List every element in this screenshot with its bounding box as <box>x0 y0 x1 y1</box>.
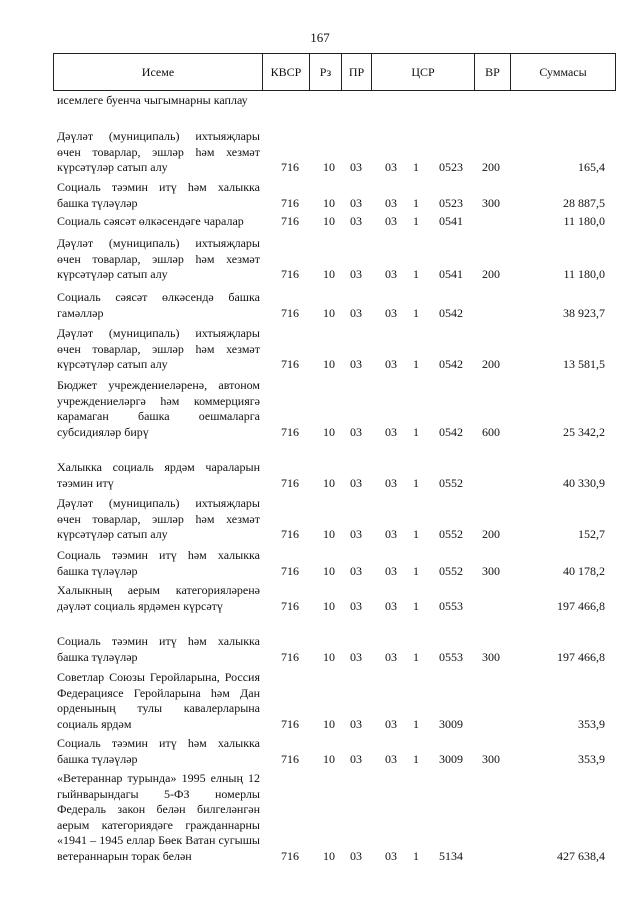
row-pr: 03 <box>350 598 362 613</box>
row-kvsr: 716 <box>281 716 299 731</box>
row-pr: 03 <box>350 563 362 578</box>
row-rz: 10 <box>323 267 335 282</box>
row-name: Социаль тәэмин итү һәм халыкка башка түләүләр <box>57 180 260 210</box>
row-name: Социаль тәэмин итү һәм халыкка башка түләүләр <box>57 634 260 664</box>
row-sum: 40 330,9 <box>563 475 605 490</box>
row-sum: 25 342,2 <box>563 424 605 439</box>
row-sum: 165,4 <box>578 160 605 175</box>
row-kvsr: 716 <box>281 267 299 282</box>
row-csr-part3: 0553 <box>439 598 463 613</box>
row-sum: 197 466,8 <box>557 649 605 664</box>
table-header <box>53 53 616 91</box>
row-name: исемлеге буенча чыгымнарны каплау <box>57 93 248 107</box>
row-csr-part1: 03 <box>385 305 397 320</box>
row-csr-part2: 1 <box>413 751 419 766</box>
row-kvsr: 716 <box>281 649 299 664</box>
row-csr-part3: 0523 <box>439 160 463 175</box>
row-csr-part3: 0541 <box>439 214 463 228</box>
row-csr-part1: 03 <box>385 649 397 664</box>
row-rz: 10 <box>323 563 335 578</box>
row-name: Советлар Союзы Геройларына, Россия Федерациясе Геройларына һәм Дан орденының тулы кавалерларына социаль ярдәм <box>57 670 260 731</box>
header-kvsr: КВСР <box>262 54 309 90</box>
row-csr-part3: 0541 <box>439 267 463 282</box>
row-csr-part2: 1 <box>413 305 419 320</box>
row-name: Бюджет учреждениеләренә, автоном учреждениеләргә һәм коммерциягә карамаган башка оешмаларга субсидияләр бирү <box>57 378 260 439</box>
row-csr-part3: 0523 <box>439 195 463 210</box>
row-name: Социаль сәясәт өлкәсендә башка гамәлләр <box>57 290 260 320</box>
row-csr-part1: 03 <box>385 751 397 766</box>
row-name: Дәүләт (муниципаль) ихтыяҗлары өчен товарлар, эшләр һәм хезмәт күрсәтүләр сатып алу <box>57 129 260 175</box>
row-pr: 03 <box>350 357 362 372</box>
header-sum: Суммасы <box>510 54 616 90</box>
row-vr: 200 <box>482 527 500 542</box>
row-vr: 200 <box>482 357 500 372</box>
row-pr: 03 <box>350 527 362 542</box>
row-rz: 10 <box>323 305 335 320</box>
row-kvsr: 716 <box>281 305 299 320</box>
row-kvsr: 716 <box>281 195 299 210</box>
row-sum: 353,9 <box>578 716 605 731</box>
row-pr: 03 <box>350 424 362 439</box>
row-csr-part2: 1 <box>413 267 419 282</box>
row-sum: 353,9 <box>578 751 605 766</box>
row-vr: 300 <box>482 649 500 664</box>
row-pr: 03 <box>350 649 362 664</box>
header-name: Исеме <box>53 54 262 90</box>
row-csr-part2: 1 <box>413 649 419 664</box>
row-csr-part1: 03 <box>385 160 397 175</box>
row-vr: 200 <box>482 160 500 175</box>
row-rz: 10 <box>323 357 335 372</box>
row-pr: 03 <box>350 267 362 282</box>
header-rz: Рз <box>309 54 341 90</box>
row-rz: 10 <box>323 751 335 766</box>
header-csr: ЦСР <box>371 54 474 90</box>
row-name: «Ветераннар турында» 1995 елның 12 гыйнварындагы 5-ФЗ номерлы Федераль закон белән билгеләнгән аерым категориядәге гражданнарны «1941 – 1945 еллар Бөек Ватан сугышы ветераннарын торак белән <box>57 771 260 863</box>
row-csr-part1: 03 <box>385 424 397 439</box>
row-rz: 10 <box>323 424 335 439</box>
row-sum: 40 178,2 <box>563 563 605 578</box>
row-sum: 152,7 <box>578 527 605 542</box>
row-kvsr: 716 <box>281 751 299 766</box>
row-csr-part3: 0542 <box>439 424 463 439</box>
row-csr-part2: 1 <box>413 424 419 439</box>
row-pr: 03 <box>350 195 362 210</box>
row-csr-part1: 03 <box>385 563 397 578</box>
row-sum: 28 887,5 <box>563 195 605 210</box>
row-csr-part2: 1 <box>413 160 419 175</box>
row-rz: 10 <box>323 195 335 210</box>
row-csr-part3: 0552 <box>439 475 463 490</box>
row-csr-part3: 3009 <box>439 751 463 766</box>
row-csr-part2: 1 <box>413 357 419 372</box>
row-csr-part2: 1 <box>413 598 419 613</box>
row-name: Дәүләт (муниципаль) ихтыяҗлары өчен товарлар, эшләр һәм хезмәт күрсәтүләр сатып алу <box>57 326 260 372</box>
row-csr-part2: 1 <box>413 475 419 490</box>
row-rz: 10 <box>323 716 335 731</box>
row-csr-part1: 03 <box>385 598 397 613</box>
row-csr-part1: 03 <box>385 849 397 863</box>
row-kvsr: 716 <box>281 214 299 228</box>
row-csr-part3: 0552 <box>439 563 463 578</box>
row-kvsr: 716 <box>281 849 299 863</box>
row-csr-part1: 03 <box>385 527 397 542</box>
row-name: Дәүләт (муниципаль) ихтыяҗлары өчен товарлар, эшләр һәм хезмәт күрсәтүләр сатып алу <box>57 496 260 542</box>
row-rz: 10 <box>323 598 335 613</box>
row-kvsr: 716 <box>281 357 299 372</box>
row-pr: 03 <box>350 160 362 175</box>
row-pr: 03 <box>350 214 362 228</box>
row-pr: 03 <box>350 751 362 766</box>
row-vr: 300 <box>482 751 500 766</box>
header-pr: ПР <box>341 54 371 90</box>
row-csr-part1: 03 <box>385 716 397 731</box>
row-sum: 427 638,4 <box>557 849 605 863</box>
row-kvsr: 716 <box>281 160 299 175</box>
header-vr: ВР <box>474 54 510 90</box>
row-csr-part3: 0542 <box>439 305 463 320</box>
row-csr-part2: 1 <box>413 563 419 578</box>
row-rz: 10 <box>323 214 335 228</box>
row-csr-part2: 1 <box>413 716 419 731</box>
row-sum: 13 581,5 <box>563 357 605 372</box>
row-name: Социаль тәэмин итү һәм халыкка башка түләүләр <box>57 548 260 578</box>
row-name: Социаль сәясәт өлкәсендәге чаралар <box>57 214 244 228</box>
row-rz: 10 <box>323 160 335 175</box>
row-csr-part2: 1 <box>413 195 419 210</box>
row-sum: 11 180,0 <box>563 267 605 282</box>
row-kvsr: 716 <box>281 598 299 613</box>
row-pr: 03 <box>350 849 362 863</box>
row-csr-part1: 03 <box>385 475 397 490</box>
page-number: 167 <box>310 30 330 45</box>
row-name: Дәүләт (муниципаль) ихтыяҗлары өчен товарлар, эшләр һәм хезмәт күрсәтүләр сатып алу <box>57 236 260 282</box>
row-csr-part1: 03 <box>385 267 397 282</box>
row-kvsr: 716 <box>281 563 299 578</box>
row-name: Халыкның аерым категорияләренә дәүләт социаль ярдәмен күрсәтү <box>57 583 260 613</box>
row-vr: 600 <box>482 424 500 439</box>
row-csr-part1: 03 <box>385 214 397 228</box>
row-csr-part3: 3009 <box>439 716 463 731</box>
row-csr-part3: 0553 <box>439 649 463 664</box>
row-sum: 197 466,8 <box>557 598 605 613</box>
row-csr-part2: 1 <box>413 214 419 228</box>
row-kvsr: 716 <box>281 527 299 542</box>
row-kvsr: 716 <box>281 475 299 490</box>
row-rz: 10 <box>323 527 335 542</box>
row-name: Халыкка социаль ярдәм чараларын тәэмин итү <box>57 460 260 490</box>
row-pr: 03 <box>350 716 362 731</box>
row-rz: 10 <box>323 649 335 664</box>
row-rz: 10 <box>323 475 335 490</box>
row-csr-part2: 1 <box>413 849 419 863</box>
row-pr: 03 <box>350 475 362 490</box>
row-csr-part3: 0542 <box>439 357 463 372</box>
row-name: Социаль тәэмин итү һәм халыкка башка түләүләр <box>57 736 260 766</box>
row-csr-part1: 03 <box>385 195 397 210</box>
row-vr: 200 <box>482 267 500 282</box>
row-vr: 300 <box>482 195 500 210</box>
row-rz: 10 <box>323 849 335 863</box>
row-pr: 03 <box>350 305 362 320</box>
row-vr: 300 <box>482 563 500 578</box>
row-csr-part3: 5134 <box>439 849 463 863</box>
row-sum: 38 923,7 <box>563 305 605 320</box>
row-sum: 11 180,0 <box>563 214 605 228</box>
row-csr-part1: 03 <box>385 357 397 372</box>
row-kvsr: 716 <box>281 424 299 439</box>
row-csr-part2: 1 <box>413 527 419 542</box>
row-csr-part3: 0552 <box>439 527 463 542</box>
